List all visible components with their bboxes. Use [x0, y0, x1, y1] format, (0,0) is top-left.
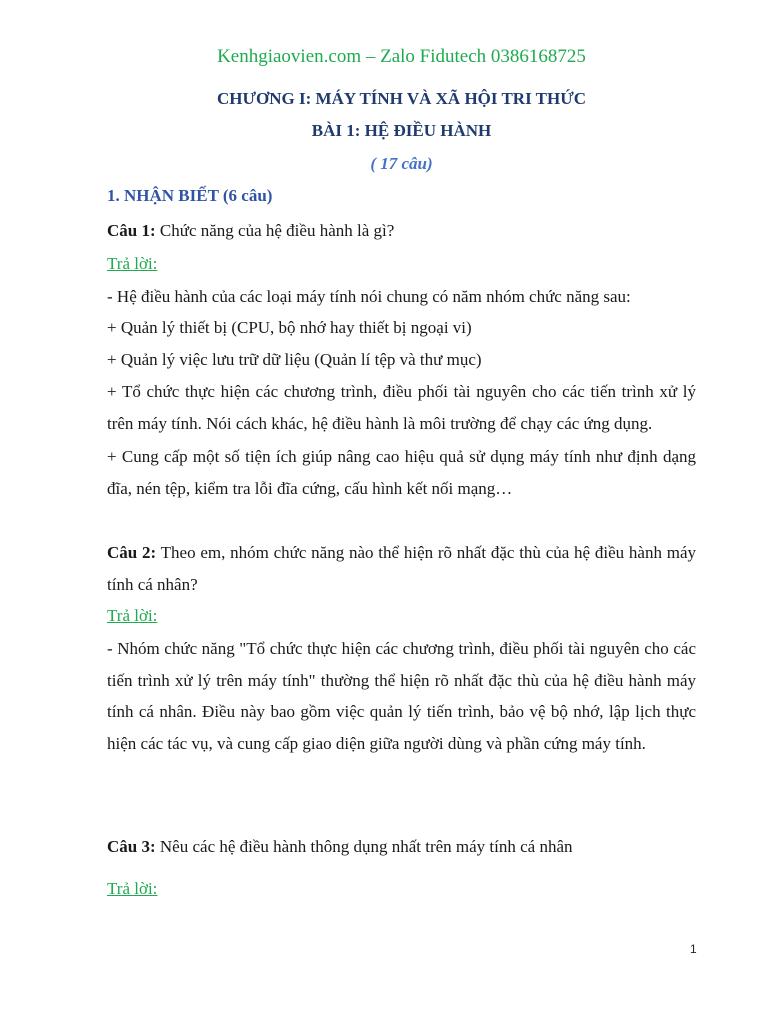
lesson-title: BÀI 1: HỆ ĐIỀU HÀNH	[311, 121, 492, 140]
question-1-label: Câu 1:	[107, 221, 156, 240]
question-1	[107, 215, 394, 246]
answer-3-label	[107, 873, 157, 904]
answer-1-label	[107, 248, 157, 279]
section-title: 1. NHẬN BIẾT (6 câu)	[107, 186, 273, 205]
question-count: ( 17 câu)	[370, 154, 433, 173]
answer-label: Trả lời:	[107, 606, 158, 625]
question-3-label: Câu 3:	[107, 837, 156, 856]
answer-2-line-1: - Nhóm chức năng "Tổ chức thực hiện các chương trình, điều phối tài nguyên cho các tiến trình xử lý trên máy tính" thường thể hiện rõ nhất đặc thù của hệ điều hành máy tính cá nhân. Điều này bao gồm việc quản lý tiến trình, bảo vệ bộ nhớ, lập lịch thực hiện các tác vụ, và cung cấp giao diện giữa người dùng và phần cứng máy tính.	[107, 639, 696, 753]
answer-label: Trả lời:	[107, 254, 158, 273]
question-2-label: Câu 2:	[107, 543, 157, 562]
answer-2-label	[107, 600, 157, 631]
question-1-text: Chức năng của hệ điều hành là gì?	[155, 221, 395, 240]
question-2-text: Theo em, nhóm chức năng nào thể hiện rõ nhất đặc thù của hệ điều hành máy tính cá nhân?	[107, 543, 696, 594]
chapter-title: CHƯƠNG I: MÁY TÍNH VÀ XÃ HỘI TRI THỨC	[217, 89, 586, 108]
page-number: 1	[690, 942, 697, 956]
document-page	[107, 0, 696, 1024]
answer-1-line-1: - Hệ điều hành của các loại máy tính nói chung có năm nhóm chức năng sau:	[107, 287, 631, 306]
answer-1-line-5: + Cung cấp một số tiện ích giúp nâng cao hiệu quả sử dụng máy tính như định dạng đĩa, nén tệp, kiểm tra lỗi đĩa cứng, cấu hình kết nối mạng…	[107, 447, 696, 498]
question-3	[107, 831, 573, 862]
header-link[interactable]: Kenhgiaovien.com – Zalo Fidutech 0386168725	[217, 46, 586, 67]
answer-1-line-4: + Tổ chức thực hiện các chương trình, điều phối tài nguyên cho các tiến trình xử lý trên máy tính. Nói cách khác, hệ điều hành là môi trường để chạy các ứng dụng.	[107, 382, 696, 433]
question-2	[107, 537, 696, 600]
question-3-text: Nêu các hệ điều hành thông dụng nhất trên máy tính cá nhân	[155, 837, 573, 856]
answer-1-line-2: + Quản lý thiết bị (CPU, bộ nhớ hay thiết bị ngoại vi)	[107, 318, 472, 337]
answer-label: Trả lời:	[107, 879, 158, 898]
answer-1-line-3: + Quản lý việc lưu trữ dữ liệu (Quản lí tệp và thư mục)	[107, 350, 482, 369]
